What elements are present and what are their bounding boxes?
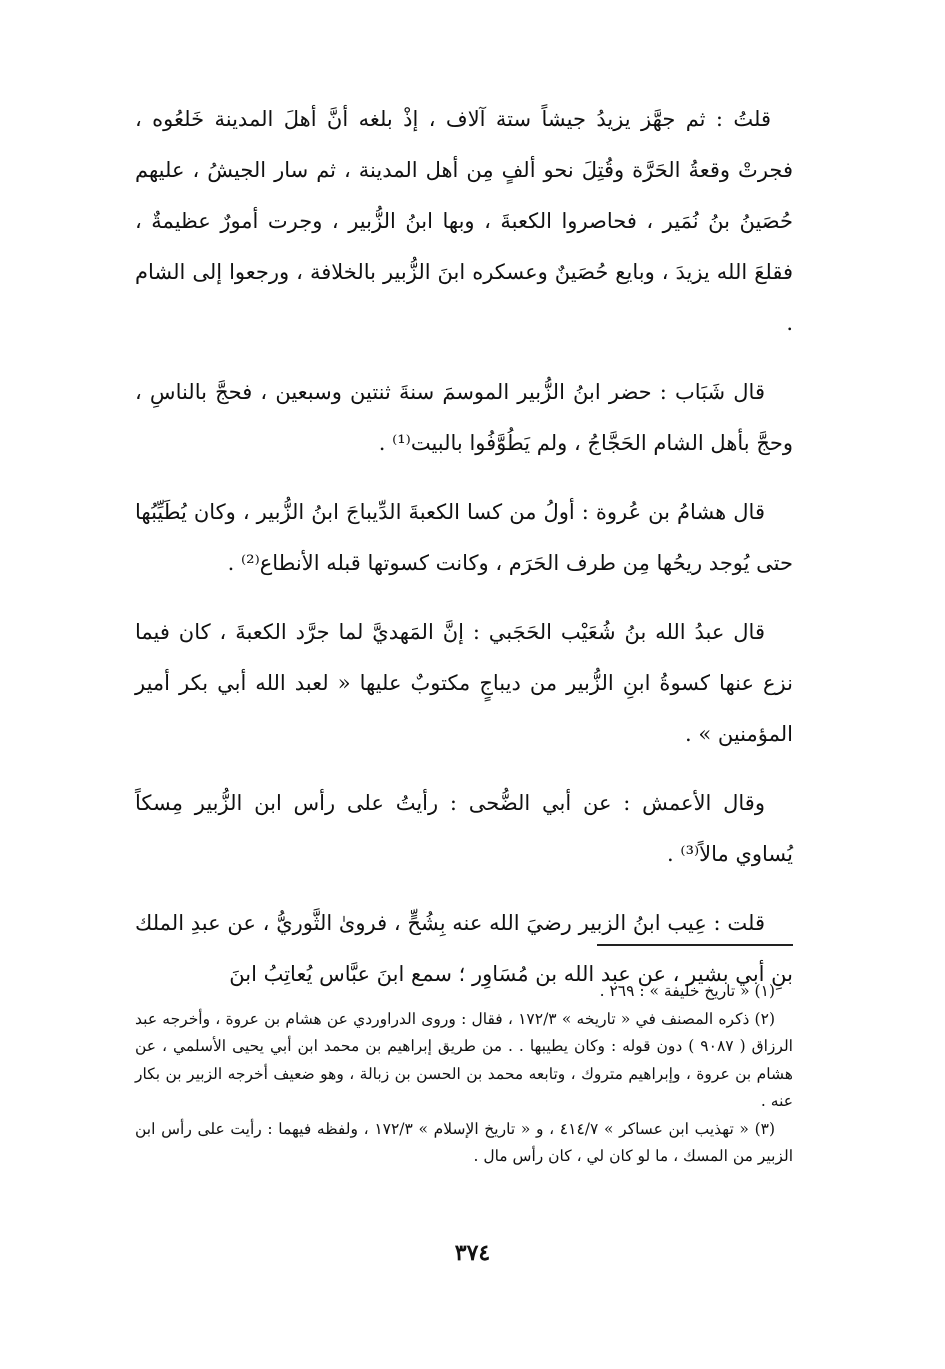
- paragraph-army-of-yazid: قلتُ : ثم جهَّز يزيدُ جيشاً ستة آلاف ، إذْ بلغه أنَّ أهلَ المدينة خَلعُوه ، فجرتْ وقعةُ الحَرَّة وقُتِلَ نحو ألفٍ مِن أهل المدينة ، ثم سار الجيشُ ، عليهم حُصَينُ بنُ نُمَير ، فحاصروا الكعبةَ ، وبها ابنُ الزُّبير ، وجرت أمورٌ عظيمةٌ ، فقلعَ الله يزيدَ ، وبايع حُصَينٌ وعسكره ابنَ الزُّبير بالخلافة ، ورجعوا إلى الشام .: [135, 107, 793, 335]
- paragraph-amash-musk: وقال الأعمش : عن أبي الضُّحى : رأيتُ على رأس ابن الزُّبير مِسكاً يُساوي مالاً⁽³⁾ .: [135, 791, 793, 866]
- footnote-divider: [597, 944, 793, 946]
- footnote-2: (٢) ذكره المصنف في « تاريخه » ١٧٢/٣ ، فقال : وروى الدراوردي عن هشام بن عروة ، وأخرجه عبد الرزاق ( ٩٠٨٧ ) دون قوله : وكان يطيبها . . من طريق إبراهيم بن محمد ابن أبي يحيى الأسلمي ، عن هشام بن عروة ، وإبراهيم متروك ، وتابعه محمد بن الحسن بن زبالة ، وهو ضعيف أخرجه الزبير بن بكار عنه .: [135, 1009, 793, 1110]
- paragraph-abdullah-hajabi: قال عبدُ الله بنُ شُعَيْب الحَجَبي : إنَّ المَهديَّ لما جرَّد الكعبةَ ، كان فيما نزع عنها كسوةُ ابنِ الزُّبير من ديباجٍ مكتوبٌ عليها « لعبد الله أبي بكر أمير المؤمنين » .: [135, 620, 793, 746]
- footnote-3: (٣) « تهذيب ابن عساكر » ٤١٤/٧ ، و « تاريخ الإسلام » ١٧٢/٣ ، ولفظه فيهما : رأيت على رأس ابن الزبير من المسك ، ما لو كان لي ، كان رأس مال .: [135, 1119, 793, 1165]
- footnotes-block: [135, 978, 793, 1171]
- page-number: ٣٧٤: [454, 1240, 491, 1266]
- paragraph-hisham-kaaba-dibaj: قال هشامُ بن عُروة : أولُ من كسا الكعبةَ الدِّيباجَ ابنُ الزُّبير ، وكان يُطَيِّبُها حتى يُوجد ريحُها مِن طرف الحَرَم ، وكانت كسوتها قبله الأنطاع⁽²⁾ .: [135, 500, 793, 575]
- paragraph-ibn-zubair-stinginess: قلت : عِيب ابنُ الزبير رضيَ الله عنه بِشُحٍّ ، فروىٰ الثَّوريُّ ، عن عبدِ الملك بنِ أبي بشير ، عن عبد الله بن مُسَاوِر ؛ سمع ابنَ عبَّاس يُعاتِبُ ابنَ: [135, 911, 793, 986]
- paragraph-shabab-hajj: قال شَبَاب : حضر ابنُ الزُّبير الموسمَ سنةَ ثنتين وسبعين ، فحجَّ بالناسِ ، وحجَّ بأهل الشام الحَجَّاجُ ، ولم يَطُوَّفُوا بالبيت⁽¹⁾ .: [135, 380, 793, 455]
- main-text-block: [135, 94, 793, 1000]
- footnote-1: (١) « تاريخ خليفة » : ٢٦٩ .: [599, 982, 775, 1000]
